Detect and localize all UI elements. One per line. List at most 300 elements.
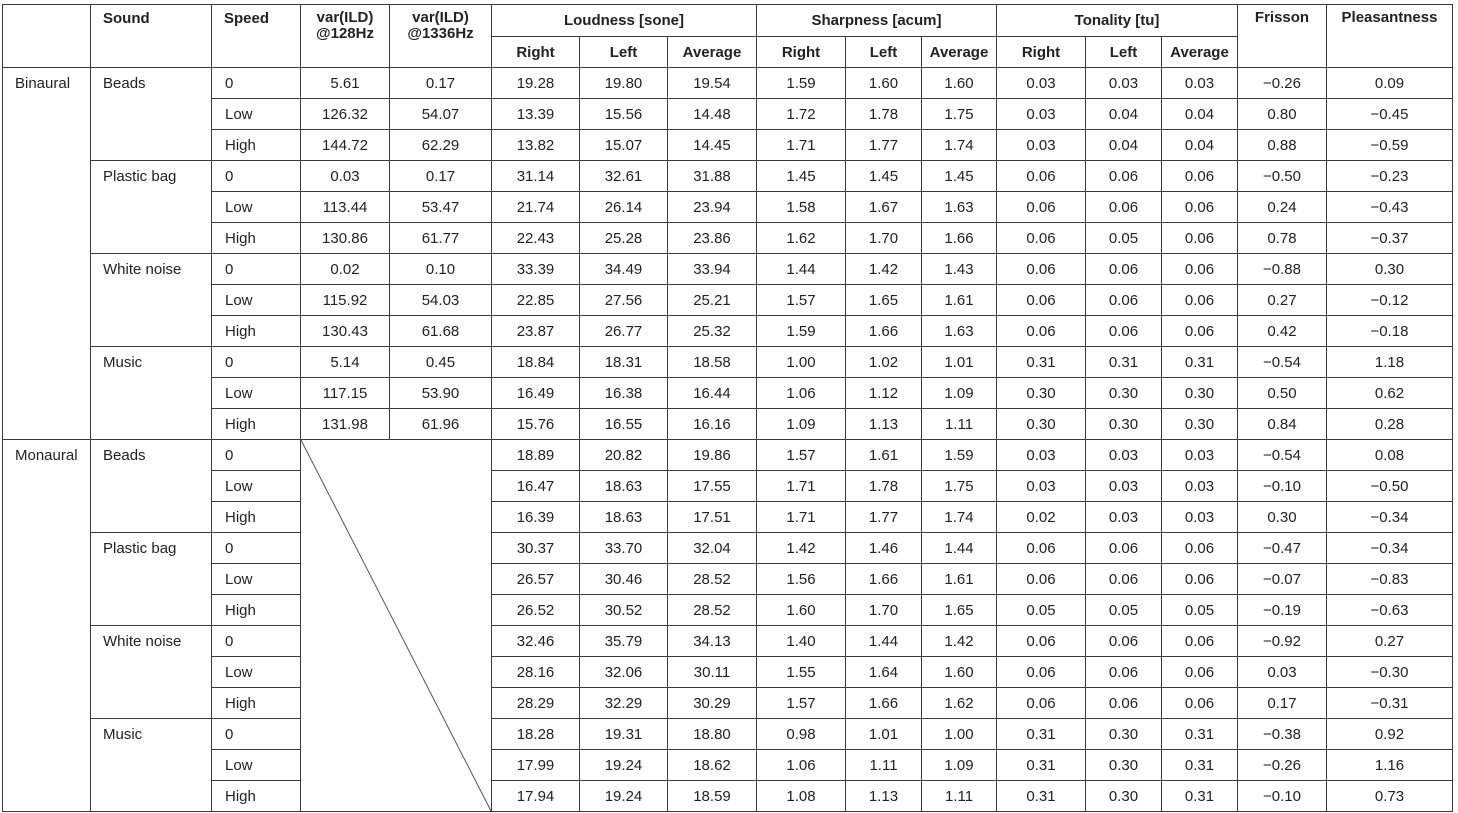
tonality-header: Tonality [tu]	[997, 5, 1238, 37]
ild128-cell: 113.44	[301, 192, 390, 223]
tonality-left-cell: 0.31	[1086, 347, 1162, 378]
speed-cell: High	[212, 409, 301, 440]
frisson-cell: 0.80	[1238, 99, 1327, 130]
speed-cell: 0	[212, 347, 301, 378]
sharpness-left-cell: 1.70	[846, 595, 922, 626]
loudness-average-cell: 16.16	[668, 409, 757, 440]
speed-cell: Low	[212, 99, 301, 130]
sharpness-average-cell: 1.61	[922, 564, 997, 595]
sharpness-left-cell: 1.61	[846, 440, 922, 471]
table-row	[3, 781, 1453, 812]
tonality-average-cell: 0.03	[1162, 502, 1238, 533]
sharpness-right-cell: 1.44	[757, 254, 846, 285]
speed-cell: 0	[212, 68, 301, 99]
loudness-header: Loudness [sone]	[492, 5, 757, 37]
pleasantness-cell: −0.50	[1327, 471, 1453, 502]
speed-cell: Low	[212, 192, 301, 223]
loudness-right-cell: 17.99	[492, 750, 580, 781]
loudness-left-cell: 15.07	[580, 130, 668, 161]
sharpness-right-header: Right	[757, 37, 846, 68]
pleasantness-cell: −0.23	[1327, 161, 1453, 192]
sharpness-right-cell: 1.72	[757, 99, 846, 130]
sharpness-right-cell: 1.57	[757, 285, 846, 316]
frisson-cell: −0.19	[1238, 595, 1327, 626]
loudness-left-cell: 18.31	[580, 347, 668, 378]
frisson-cell: 0.42	[1238, 316, 1327, 347]
loudness-left-cell: 20.82	[580, 440, 668, 471]
sharpness-right-cell: 1.40	[757, 626, 846, 657]
header-row-1	[3, 5, 1453, 37]
loudness-average-cell: 28.52	[668, 564, 757, 595]
sharpness-average-cell: 1.75	[922, 99, 997, 130]
tonality-average-cell: 0.31	[1162, 347, 1238, 378]
sharpness-right-cell: 1.71	[757, 130, 846, 161]
tonality-right-cell: 0.06	[997, 161, 1086, 192]
sharpness-average-cell: 1.43	[922, 254, 997, 285]
diagonal-line-graphic	[301, 440, 491, 811]
loudness-right-cell: 22.43	[492, 223, 580, 254]
sharpness-average-cell: 1.11	[922, 409, 997, 440]
sharpness-average-cell: 1.62	[922, 688, 997, 719]
tonality-right-cell: 0.30	[997, 409, 1086, 440]
tonality-right-cell: 0.03	[997, 99, 1086, 130]
pleasantness-cell: 1.16	[1327, 750, 1453, 781]
pleasantness-cell: 0.62	[1327, 378, 1453, 409]
ild128-cell: 0.02	[301, 254, 390, 285]
sharpness-left-cell: 1.77	[846, 130, 922, 161]
corner-header-cell	[3, 5, 91, 68]
loudness-left-cell: 27.56	[580, 285, 668, 316]
frisson-cell: −0.54	[1238, 440, 1327, 471]
sharpness-right-cell: 1.06	[757, 378, 846, 409]
table-row	[3, 440, 1453, 471]
ild128-cell: 144.72	[301, 130, 390, 161]
tonality-right-cell: 0.06	[997, 564, 1086, 595]
tonality-right-cell: 0.02	[997, 502, 1086, 533]
loudness-left-cell: 16.55	[580, 409, 668, 440]
sharpness-left-cell: 1.78	[846, 99, 922, 130]
table-container	[2, 4, 1453, 812]
speed-cell: High	[212, 502, 301, 533]
sharpness-average-cell: 1.45	[922, 161, 997, 192]
tonality-average-cell: 0.06	[1162, 564, 1238, 595]
table-row	[3, 68, 1453, 99]
tonality-right-cell: 0.31	[997, 719, 1086, 750]
frisson-cell: 0.24	[1238, 192, 1327, 223]
sharpness-right-cell: 1.45	[757, 161, 846, 192]
loudness-average-cell: 23.94	[668, 192, 757, 223]
sharpness-left-cell: 1.13	[846, 409, 922, 440]
loudness-left-cell: 30.46	[580, 564, 668, 595]
loudness-average-cell: 34.13	[668, 626, 757, 657]
tonality-average-cell: 0.06	[1162, 285, 1238, 316]
tonality-average-cell: 0.05	[1162, 595, 1238, 626]
sharpness-average-cell: 1.61	[922, 285, 997, 316]
sharpness-right-cell: 0.98	[757, 719, 846, 750]
sound-name-cell: Plastic bag	[91, 533, 212, 626]
sharpness-left-cell: 1.42	[846, 254, 922, 285]
sharpness-right-cell: 1.62	[757, 223, 846, 254]
pleasantness-cell: −0.30	[1327, 657, 1453, 688]
loudness-left-cell: 15.56	[580, 99, 668, 130]
frisson-cell: 0.17	[1238, 688, 1327, 719]
loudness-average-cell: 19.86	[668, 440, 757, 471]
loudness-left-cell: 19.80	[580, 68, 668, 99]
table-row	[3, 99, 1453, 130]
speed-cell: 0	[212, 719, 301, 750]
loudness-left-cell: 26.77	[580, 316, 668, 347]
sharpness-average-cell: 1.01	[922, 347, 997, 378]
tonality-right-cell: 0.06	[997, 533, 1086, 564]
tonality-left-cell: 0.06	[1086, 533, 1162, 564]
loudness-average-header: Average	[668, 37, 757, 68]
sharpness-average-cell: 1.63	[922, 316, 997, 347]
tonality-average-cell: 0.31	[1162, 781, 1238, 812]
frisson-cell: 0.50	[1238, 378, 1327, 409]
tonality-left-cell: 0.05	[1086, 223, 1162, 254]
loudness-right-cell: 32.46	[492, 626, 580, 657]
loudness-left-cell: 16.38	[580, 378, 668, 409]
tonality-average-cell: 0.06	[1162, 688, 1238, 719]
speed-cell: Low	[212, 378, 301, 409]
pleasantness-cell: −0.63	[1327, 595, 1453, 626]
table-row	[3, 719, 1453, 750]
table-body	[3, 68, 1453, 812]
loudness-right-cell: 13.39	[492, 99, 580, 130]
loudness-left-cell: 30.52	[580, 595, 668, 626]
speed-cell: High	[212, 223, 301, 254]
table-row	[3, 223, 1453, 254]
speed-cell: 0	[212, 254, 301, 285]
table-row	[3, 409, 1453, 440]
tonality-average-cell: 0.04	[1162, 99, 1238, 130]
loudness-average-cell: 16.44	[668, 378, 757, 409]
sharpness-header: Sharpness [acum]	[757, 5, 997, 37]
ild1336-header: var(ILD) @1336Hz	[390, 5, 492, 68]
loudness-average-cell: 28.52	[668, 595, 757, 626]
pleasantness-cell: −0.37	[1327, 223, 1453, 254]
pleasantness-cell: −0.12	[1327, 285, 1453, 316]
tonality-right-cell: 0.05	[997, 595, 1086, 626]
loudness-average-cell: 14.45	[668, 130, 757, 161]
loudness-right-cell: 22.85	[492, 285, 580, 316]
tonality-right-cell: 0.30	[997, 378, 1086, 409]
tonality-average-cell: 0.30	[1162, 378, 1238, 409]
loudness-left-cell: 32.61	[580, 161, 668, 192]
sharpness-left-cell: 1.11	[846, 750, 922, 781]
table-row	[3, 254, 1453, 285]
table-row	[3, 626, 1453, 657]
table-row	[3, 688, 1453, 719]
tonality-left-cell: 0.03	[1086, 502, 1162, 533]
speed-cell: High	[212, 316, 301, 347]
pleasantness-cell: 0.28	[1327, 409, 1453, 440]
sharpness-right-cell: 1.56	[757, 564, 846, 595]
table-row	[3, 130, 1453, 161]
pleasantness-cell: −0.59	[1327, 130, 1453, 161]
loudness-right-cell: 28.16	[492, 657, 580, 688]
speed-cell: 0	[212, 533, 301, 564]
loudness-right-cell: 18.84	[492, 347, 580, 378]
tonality-right-cell: 0.06	[997, 657, 1086, 688]
pleasantness-cell: −0.34	[1327, 533, 1453, 564]
tonality-right-cell: 0.03	[997, 471, 1086, 502]
speed-header: Speed	[212, 5, 301, 68]
ild128-cell: 126.32	[301, 99, 390, 130]
sharpness-average-cell: 1.60	[922, 657, 997, 688]
sharpness-right-cell: 1.59	[757, 316, 846, 347]
tonality-right-cell: 0.06	[997, 688, 1086, 719]
tonality-left-cell: 0.30	[1086, 750, 1162, 781]
ild1336-cell: 53.90	[390, 378, 492, 409]
loudness-right-cell: 13.82	[492, 130, 580, 161]
group-label-cell: Monaural	[3, 440, 91, 812]
sharpness-left-cell: 1.66	[846, 316, 922, 347]
ild128-header: var(ILD) @128Hz	[301, 5, 390, 68]
speed-cell: 0	[212, 161, 301, 192]
sharpness-left-cell: 1.65	[846, 285, 922, 316]
ild1336-cell: 54.03	[390, 285, 492, 316]
sharpness-right-cell: 1.71	[757, 471, 846, 502]
sound-name-cell: Music	[91, 719, 212, 812]
sharpness-average-cell: 1.09	[922, 378, 997, 409]
table-row	[3, 502, 1453, 533]
loudness-right-cell: 31.14	[492, 161, 580, 192]
loudness-right-cell: 18.89	[492, 440, 580, 471]
loudness-left-cell: 32.29	[580, 688, 668, 719]
sharpness-left-header: Left	[846, 37, 922, 68]
loudness-average-cell: 18.58	[668, 347, 757, 378]
table-row	[3, 316, 1453, 347]
sharpness-left-cell: 1.12	[846, 378, 922, 409]
sharpness-average-cell: 1.65	[922, 595, 997, 626]
pleasantness-cell: 0.92	[1327, 719, 1453, 750]
sharpness-average-cell: 1.44	[922, 533, 997, 564]
loudness-right-cell: 33.39	[492, 254, 580, 285]
loudness-right-cell: 23.87	[492, 316, 580, 347]
ild128-cell: 0.03	[301, 161, 390, 192]
tonality-average-cell: 0.31	[1162, 750, 1238, 781]
tonality-average-cell: 0.03	[1162, 471, 1238, 502]
tonality-left-cell: 0.04	[1086, 99, 1162, 130]
ild1336-cell: 0.17	[390, 161, 492, 192]
sharpness-right-cell: 1.55	[757, 657, 846, 688]
frisson-cell: −0.92	[1238, 626, 1327, 657]
sharpness-right-cell: 1.71	[757, 502, 846, 533]
frisson-cell: −0.47	[1238, 533, 1327, 564]
table-row	[3, 657, 1453, 688]
ild128-cell: 115.92	[301, 285, 390, 316]
table-row	[3, 285, 1453, 316]
sharpness-left-cell: 1.78	[846, 471, 922, 502]
loudness-average-cell: 18.80	[668, 719, 757, 750]
sharpness-right-cell: 1.42	[757, 533, 846, 564]
tonality-average-cell: 0.06	[1162, 533, 1238, 564]
loudness-right-cell: 26.57	[492, 564, 580, 595]
tonality-left-cell: 0.06	[1086, 254, 1162, 285]
sharpness-average-cell: 1.42	[922, 626, 997, 657]
sharpness-left-cell: 1.46	[846, 533, 922, 564]
tonality-right-cell: 0.06	[997, 316, 1086, 347]
loudness-left-cell: 19.24	[580, 781, 668, 812]
tonality-left-cell: 0.06	[1086, 316, 1162, 347]
speed-cell: High	[212, 130, 301, 161]
frisson-cell: −0.88	[1238, 254, 1327, 285]
tonality-left-cell: 0.30	[1086, 378, 1162, 409]
tonality-right-cell: 0.03	[997, 440, 1086, 471]
table-row	[3, 378, 1453, 409]
sharpness-average-cell: 1.11	[922, 781, 997, 812]
loudness-average-cell: 33.94	[668, 254, 757, 285]
sound-header: Sound	[91, 5, 212, 68]
sharpness-left-cell: 1.66	[846, 688, 922, 719]
ild1336-cell: 54.07	[390, 99, 492, 130]
pleasantness-cell: 0.30	[1327, 254, 1453, 285]
sharpness-left-cell: 1.67	[846, 192, 922, 223]
loudness-average-cell: 32.04	[668, 533, 757, 564]
tonality-left-cell: 0.03	[1086, 471, 1162, 502]
speed-cell: Low	[212, 564, 301, 595]
sharpness-average-cell: 1.00	[922, 719, 997, 750]
sound-name-cell: White noise	[91, 254, 212, 347]
pleasantness-cell: −0.43	[1327, 192, 1453, 223]
loudness-right-cell: 16.49	[492, 378, 580, 409]
loudness-left-cell: 26.14	[580, 192, 668, 223]
speed-cell: Low	[212, 657, 301, 688]
tonality-left-cell: 0.03	[1086, 68, 1162, 99]
sharpness-left-cell: 1.45	[846, 161, 922, 192]
frisson-cell: −0.26	[1238, 68, 1327, 99]
acoustic-features-table	[2, 4, 1453, 812]
sharpness-left-cell: 1.60	[846, 68, 922, 99]
sharpness-left-cell: 1.64	[846, 657, 922, 688]
pleasantness-header: Pleasantness	[1327, 5, 1453, 68]
speed-cell: 0	[212, 626, 301, 657]
sharpness-right-cell: 1.59	[757, 68, 846, 99]
tonality-average-cell: 0.06	[1162, 657, 1238, 688]
sound-name-cell: Beads	[91, 440, 212, 533]
tonality-left-cell: 0.30	[1086, 781, 1162, 812]
tonality-right-cell: 0.06	[997, 626, 1086, 657]
sharpness-left-cell: 1.01	[846, 719, 922, 750]
tonality-average-cell: 0.30	[1162, 409, 1238, 440]
sharpness-left-cell: 1.70	[846, 223, 922, 254]
loudness-right-cell: 19.28	[492, 68, 580, 99]
loudness-right-cell: 15.76	[492, 409, 580, 440]
tonality-right-cell: 0.06	[997, 223, 1086, 254]
loudness-left-cell: 33.70	[580, 533, 668, 564]
loudness-average-cell: 17.51	[668, 502, 757, 533]
frisson-cell: 0.30	[1238, 502, 1327, 533]
tonality-right-cell: 0.31	[997, 347, 1086, 378]
pleasantness-cell: −0.45	[1327, 99, 1453, 130]
tonality-average-cell: 0.31	[1162, 719, 1238, 750]
pleasantness-cell: 0.08	[1327, 440, 1453, 471]
loudness-average-cell: 30.11	[668, 657, 757, 688]
loudness-left-cell: 18.63	[580, 471, 668, 502]
sharpness-right-cell: 1.08	[757, 781, 846, 812]
tonality-right-cell: 0.06	[997, 254, 1086, 285]
sharpness-average-cell: 1.60	[922, 68, 997, 99]
frisson-header: Frisson	[1238, 5, 1327, 68]
sound-name-cell: White noise	[91, 626, 212, 719]
tonality-average-cell: 0.06	[1162, 161, 1238, 192]
loudness-average-cell: 14.48	[668, 99, 757, 130]
pleasantness-cell: 0.09	[1327, 68, 1453, 99]
ild128-cell: 5.61	[301, 68, 390, 99]
ild1336-cell: 61.96	[390, 409, 492, 440]
loudness-left-cell: 19.24	[580, 750, 668, 781]
sound-name-cell: Music	[91, 347, 212, 440]
tonality-left-cell: 0.06	[1086, 285, 1162, 316]
table-row	[3, 347, 1453, 378]
tonality-right-cell: 0.03	[997, 130, 1086, 161]
pleasantness-cell: −0.83	[1327, 564, 1453, 595]
loudness-average-cell: 18.62	[668, 750, 757, 781]
diagonal-line	[301, 440, 491, 811]
sharpness-average-cell: 1.66	[922, 223, 997, 254]
sharpness-average-cell: 1.09	[922, 750, 997, 781]
loudness-average-cell: 25.32	[668, 316, 757, 347]
sharpness-right-cell: 1.58	[757, 192, 846, 223]
frisson-cell: 0.27	[1238, 285, 1327, 316]
sharpness-average-cell: 1.74	[922, 130, 997, 161]
loudness-left-cell: 34.49	[580, 254, 668, 285]
speed-cell: Low	[212, 750, 301, 781]
tonality-right-cell: 0.06	[997, 285, 1086, 316]
sharpness-right-cell: 1.57	[757, 440, 846, 471]
speed-cell: Low	[212, 285, 301, 316]
tonality-left-cell: 0.30	[1086, 409, 1162, 440]
loudness-right-cell: 16.39	[492, 502, 580, 533]
tonality-average-cell: 0.06	[1162, 254, 1238, 285]
frisson-cell: −0.50	[1238, 161, 1327, 192]
tonality-left-cell: 0.04	[1086, 130, 1162, 161]
loudness-right-cell: 26.52	[492, 595, 580, 626]
ild128-cell: 117.15	[301, 378, 390, 409]
loudness-average-cell: 23.86	[668, 223, 757, 254]
ild1336-cell: 61.68	[390, 316, 492, 347]
table-row	[3, 192, 1453, 223]
loudness-right-cell: 18.28	[492, 719, 580, 750]
pleasantness-cell: 1.18	[1327, 347, 1453, 378]
ild128-cell: 130.43	[301, 316, 390, 347]
tonality-right-header: Right	[997, 37, 1086, 68]
tonality-left-cell: 0.06	[1086, 161, 1162, 192]
speed-cell: High	[212, 595, 301, 626]
frisson-cell: 0.03	[1238, 657, 1327, 688]
speed-cell: Low	[212, 471, 301, 502]
sound-name-cell: Plastic bag	[91, 161, 212, 254]
tonality-right-cell: 0.03	[997, 68, 1086, 99]
pleasantness-cell: 0.27	[1327, 626, 1453, 657]
sharpness-right-cell: 1.00	[757, 347, 846, 378]
loudness-left-header: Left	[580, 37, 668, 68]
speed-cell: High	[212, 688, 301, 719]
tonality-right-cell: 0.31	[997, 750, 1086, 781]
pleasantness-cell: −0.34	[1327, 502, 1453, 533]
frisson-cell: 0.84	[1238, 409, 1327, 440]
frisson-cell: −0.10	[1238, 471, 1327, 502]
frisson-cell: −0.38	[1238, 719, 1327, 750]
sharpness-left-cell: 1.66	[846, 564, 922, 595]
loudness-right-cell: 28.29	[492, 688, 580, 719]
sharpness-left-cell: 1.44	[846, 626, 922, 657]
loudness-average-cell: 17.55	[668, 471, 757, 502]
tonality-average-cell: 0.06	[1162, 316, 1238, 347]
pleasantness-cell: 0.73	[1327, 781, 1453, 812]
sharpness-average-cell: 1.75	[922, 471, 997, 502]
